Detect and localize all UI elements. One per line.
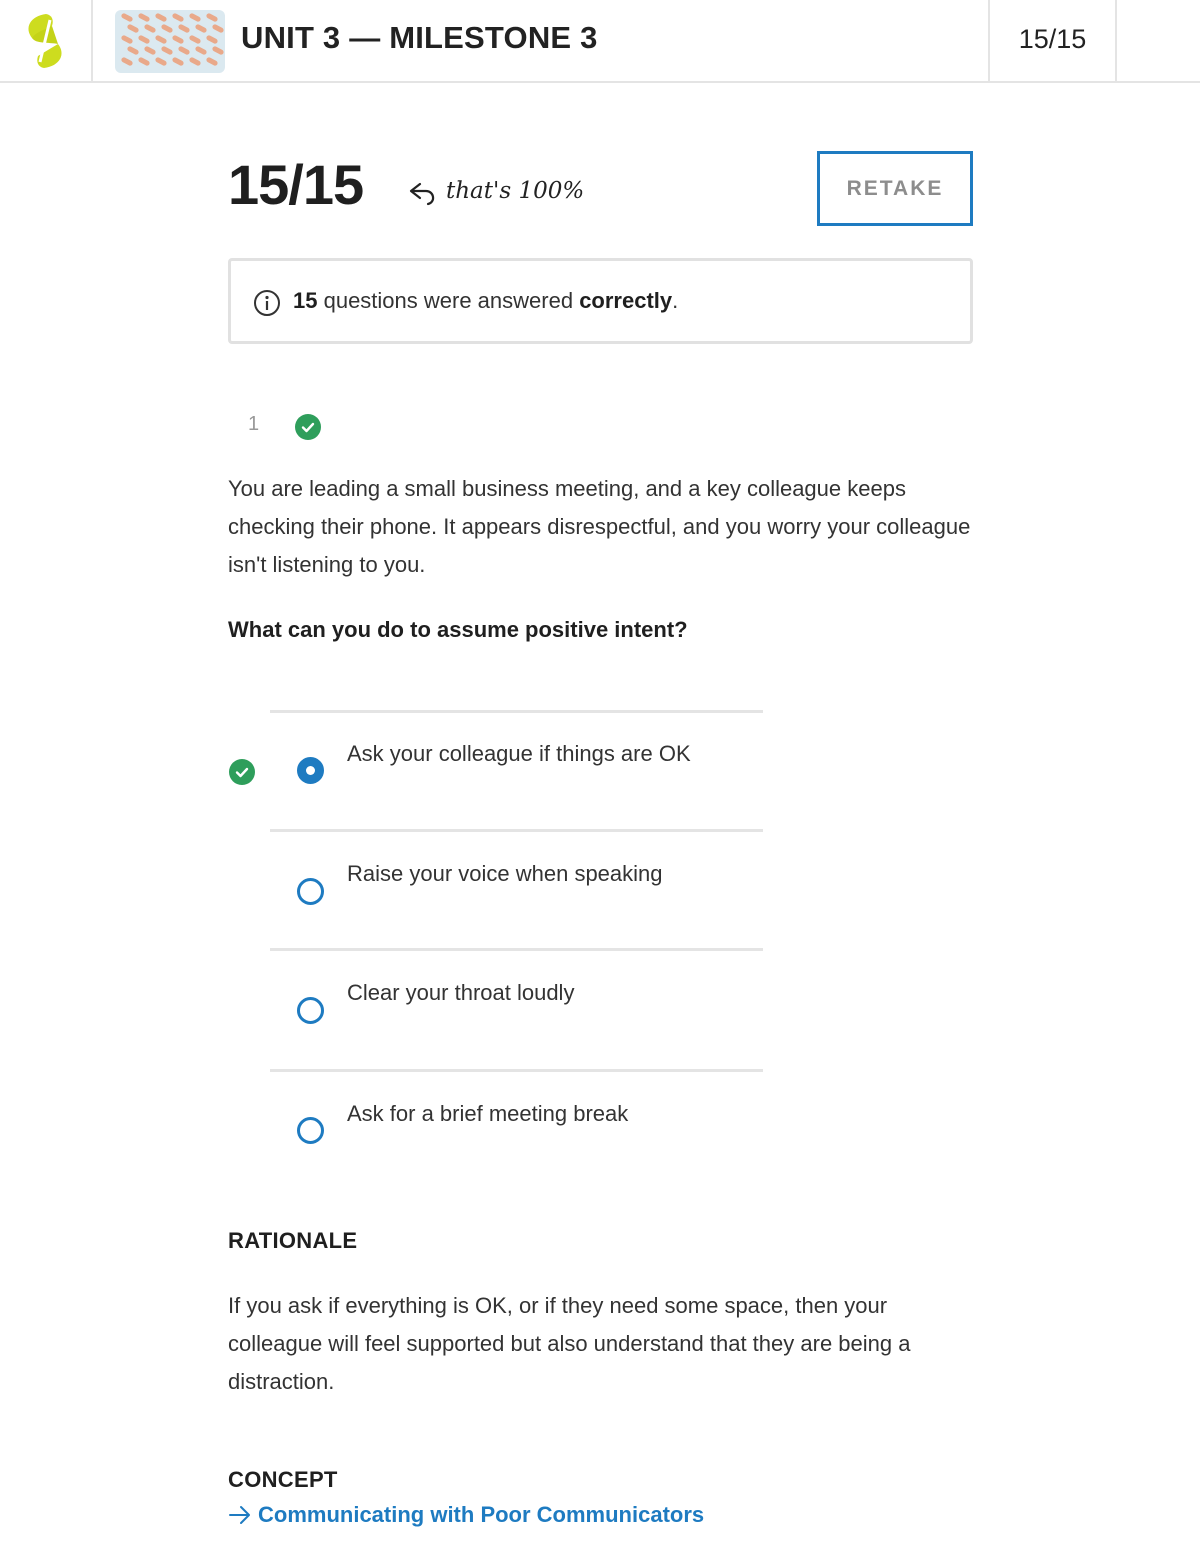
milestone-thumbnail-icon: [115, 10, 225, 73]
thumbnail-pattern-mark: [161, 45, 174, 55]
question-number: 1: [248, 413, 260, 435]
option-label-3[interactable]: Clear your throat loudly: [347, 980, 575, 1005]
thumbnail-pattern-mark: [178, 45, 191, 55]
option-divider: [270, 829, 763, 832]
thumbnail-pattern-mark: [127, 23, 140, 33]
thumbnail-pattern-mark: [206, 12, 219, 22]
thumbnail-pattern-mark: [144, 45, 157, 55]
concept-link[interactable]: [228, 1502, 704, 1528]
thumbnail-pattern-mark: [138, 12, 151, 22]
thumbnail-pattern-mark: [127, 45, 140, 55]
thumbnail-pattern-mark: [172, 34, 185, 44]
info-middle: questions were answered: [317, 288, 580, 313]
header-score-cell: [988, 0, 1117, 81]
logo-cell[interactable]: [0, 0, 93, 81]
info-icon: [253, 289, 281, 317]
thumbnail-pattern-mark: [212, 23, 225, 33]
thumbnail-pattern-mark: [155, 56, 168, 66]
thumbnail-pattern-mark: [172, 56, 185, 66]
thumbnail-pattern-mark: [121, 34, 134, 44]
option-radio-1[interactable]: [297, 757, 324, 784]
info-count: 15: [293, 288, 318, 313]
thumbnail-pattern-mark: [172, 12, 185, 22]
concept-heading: CONCEPT: [228, 1467, 338, 1492]
info-end: .: [672, 288, 679, 313]
thumbnail-pattern-mark: [178, 23, 191, 33]
thumbnail-pattern-mark: [206, 56, 219, 66]
arrow-right-icon: [228, 1505, 252, 1525]
sophia-logo-icon[interactable]: [22, 12, 68, 70]
thumbnail-pattern-mark: [189, 12, 202, 22]
option-divider: [270, 948, 763, 951]
header-score: 15/15: [1018, 24, 1087, 54]
retake-button[interactable]: RETAKE: [817, 151, 973, 226]
top-bar: [0, 0, 1200, 83]
info-box: [228, 258, 973, 344]
thumbnail-pattern-mark: [144, 23, 157, 33]
thumbnail-pattern-mark: [212, 45, 225, 55]
thumbnail-pattern-mark: [138, 34, 151, 44]
thumbnail-pattern-mark: [138, 56, 151, 66]
thumbnail-pattern-mark: [206, 34, 219, 44]
option-radio-3[interactable]: [297, 997, 324, 1024]
option-label-1[interactable]: Ask your colleague if things are OK: [347, 741, 691, 766]
thumbnail-pattern-mark: [195, 45, 208, 55]
option-radio-4[interactable]: [297, 1117, 324, 1144]
unit-title: UNIT 3 — MILESTONE 3: [241, 20, 598, 55]
thumbnail-pattern-mark: [195, 23, 208, 33]
option-divider: [270, 710, 763, 713]
option-radio-2[interactable]: [297, 878, 324, 905]
info-text: [293, 288, 678, 314]
thumbnail-pattern-mark: [189, 56, 202, 66]
thumbnail-pattern-mark: [189, 34, 202, 44]
question-text: You are leading a small business meeting, and a key colleague keeps checking their phone. It appears disrespectful, and you worry your colleague isn't listening to you.: [228, 476, 971, 577]
thumbnail-pattern-mark: [161, 23, 174, 33]
thumbnail-pattern-mark: [121, 56, 134, 66]
rationale-heading: RATIONALE: [228, 1228, 358, 1253]
option-divider: [270, 1069, 763, 1072]
thumbnail-pattern-mark: [155, 12, 168, 22]
thumbnail-pattern-mark: [155, 34, 168, 44]
correct-check-icon: [295, 414, 321, 440]
option-label-2[interactable]: Raise your voice when speaking: [347, 861, 663, 886]
curved-arrow-icon: [408, 178, 438, 208]
percentage-note: that's 100%: [446, 178, 585, 204]
rationale-text: If you ask if everything is OK, or if they need some space, then your colleague will feel supported but also understand that they are being a distraction.: [228, 1293, 911, 1394]
answer-correct-check-icon: [229, 759, 255, 785]
info-bold: correctly: [579, 288, 673, 313]
option-label-4[interactable]: Ask for a brief meeting break: [347, 1101, 629, 1126]
big-score: 15/15: [228, 153, 364, 216]
concept-link-text[interactable]: Communicating with Poor Communicators: [258, 1502, 705, 1527]
thumbnail-pattern-mark: [121, 12, 134, 22]
question-prompt: What can you do to assume positive intent?: [228, 617, 688, 642]
